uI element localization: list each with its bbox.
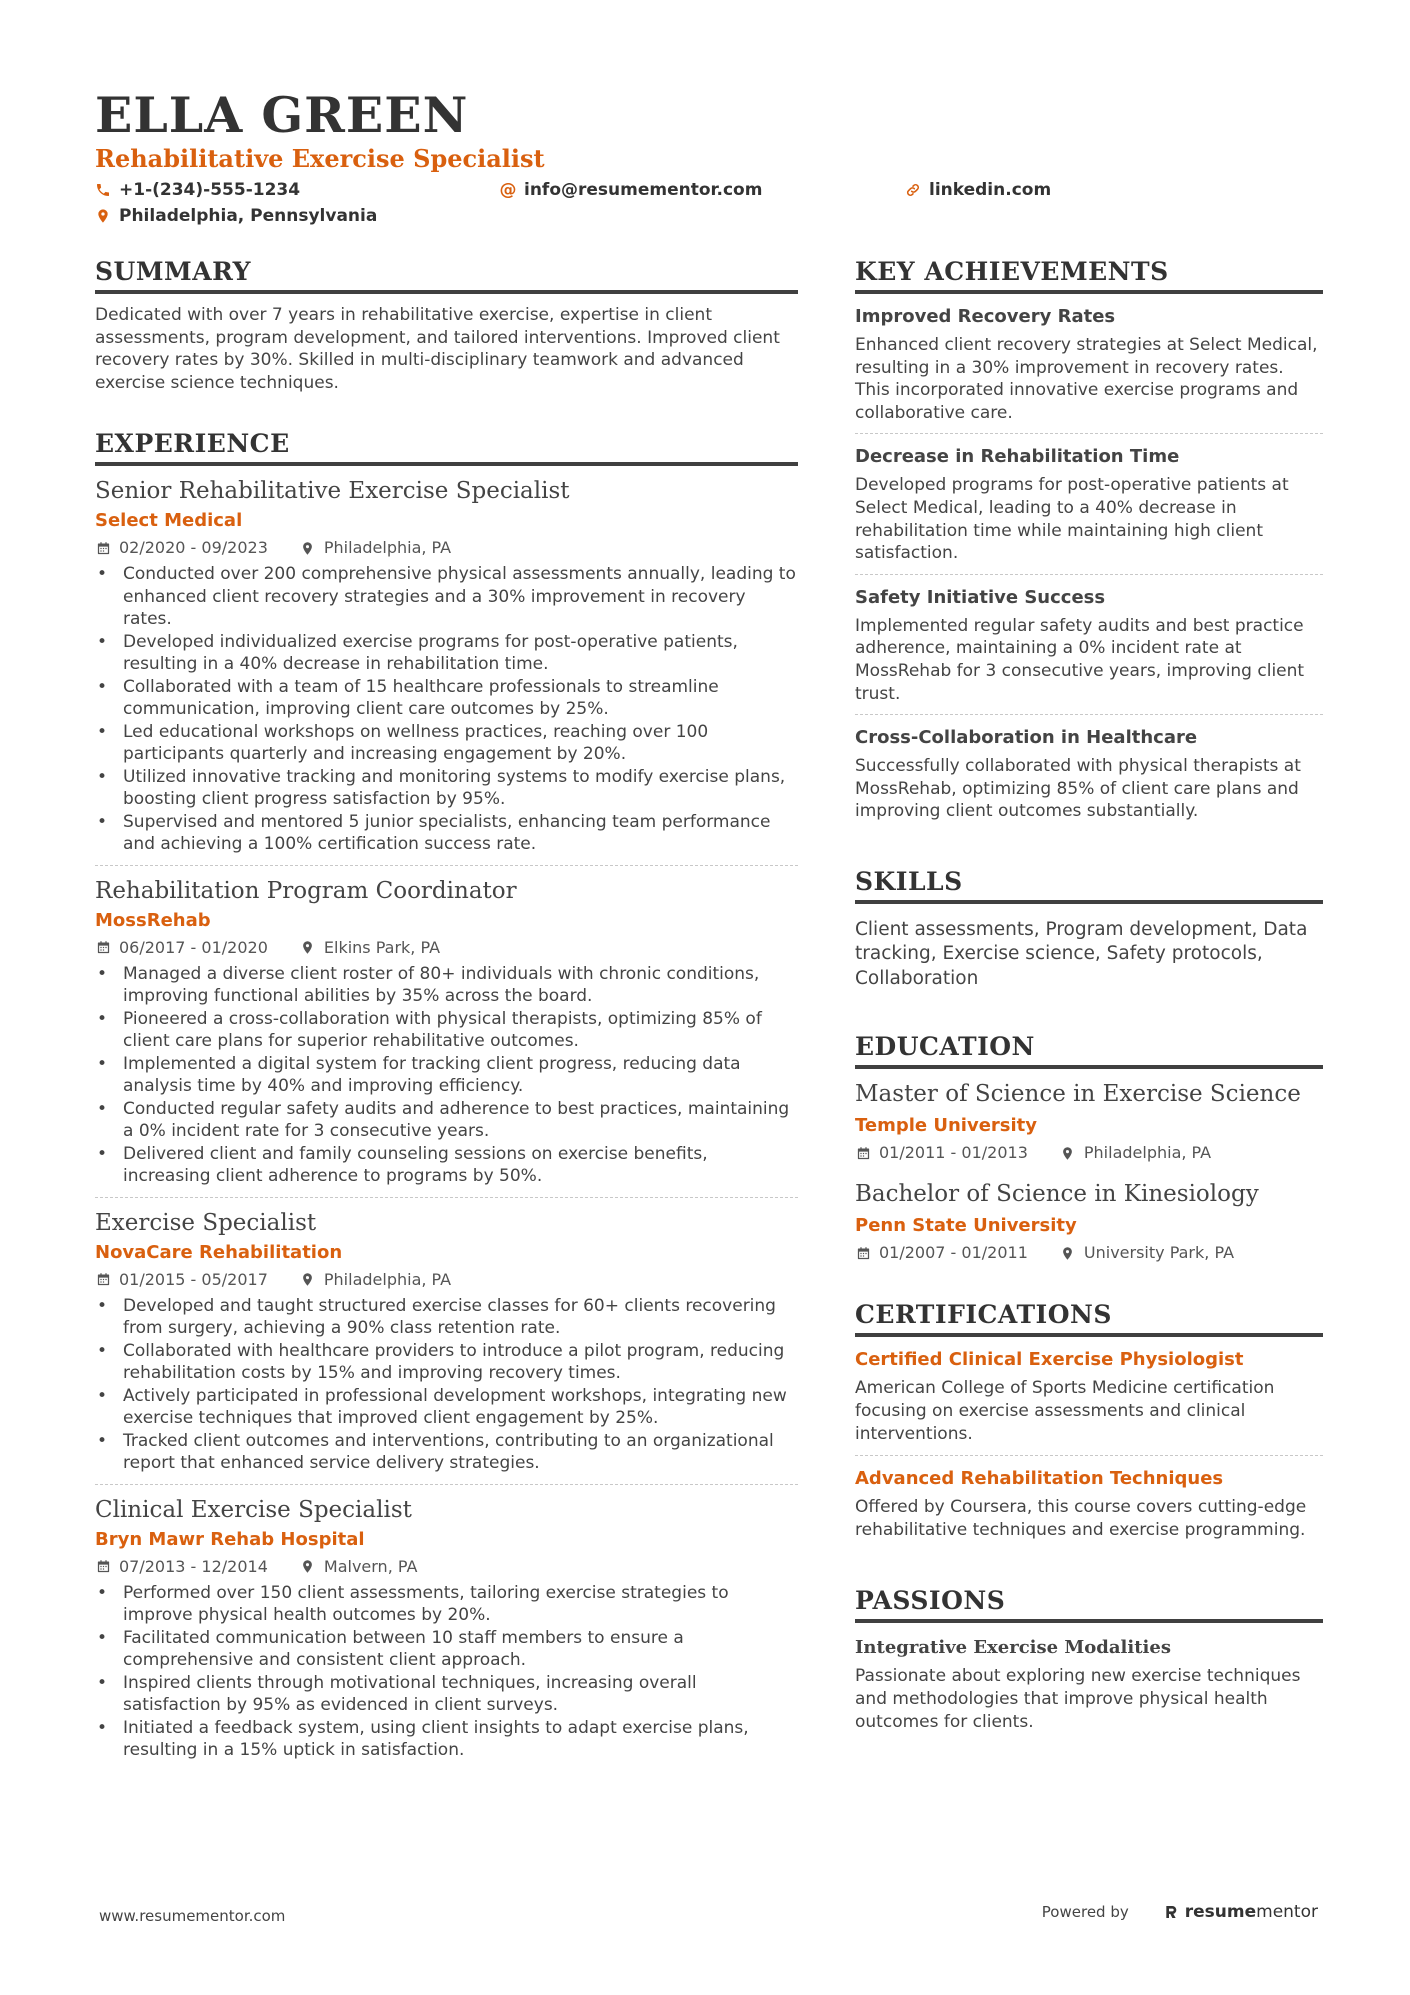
right-column (855, 256, 1323, 1767)
achievement-desc: Developed programs for post-operative patients at Select Medical, leading to a 40% decrease in rehabilitation time while maintaining high client satisfaction. (855, 475, 1289, 564)
education-location: University Park, PA (1083, 1243, 1235, 1263)
job-company: MossRehab (95, 909, 211, 931)
skills-heading: SKILLS (855, 866, 1323, 904)
location-pin-icon (1060, 1245, 1076, 1261)
education-school: Temple University (855, 1115, 1038, 1137)
certification-item (855, 1337, 1323, 1456)
job-bullets (95, 563, 798, 856)
powered-by-label: Powered by (1041, 1903, 1129, 1921)
certification-desc: Offered by Coursera, this course covers cutting-edge rehabilitative techniques and exercise programming. (855, 1497, 1307, 1540)
achievement-title: Cross-Collaboration in Healthcare (855, 727, 1198, 749)
footer-website[interactable]: www.resumementor.com (99, 1907, 286, 1925)
job-bullet: • Led educational workshops on wellness practices, reaching over 100 participants quarterly and increasing engagement by 20%. (95, 721, 798, 766)
education-school: Penn State University (855, 1215, 1077, 1237)
achievement-item (855, 294, 1323, 434)
experience-section (95, 428, 798, 1771)
job-bullet: • Delivered client and family counseling sessions on exercise benefits, increasing client adherence to programs by 50%. (95, 1143, 798, 1188)
email-text: info@resumementor.com (524, 180, 763, 200)
location-text: Philadelphia, Pennsylvania (119, 206, 378, 226)
calendar-icon (855, 1245, 871, 1261)
contact-row-1 (95, 180, 1325, 206)
passion-title: Integrative Exercise Modalities (855, 1637, 1171, 1659)
job-role: Rehabilitation Program Coordinator (95, 877, 517, 904)
achievements-heading: KEY ACHIEVEMENTS (855, 256, 1323, 294)
job-bullet: • Utilized innovative tracking and monitoring systems to modify exercise plans, boosting client progress satisfaction by 95%. (95, 766, 798, 811)
achievement-item (855, 575, 1323, 715)
passions-heading: PASSIONS (855, 1585, 1323, 1623)
certification-title: Certified Clinical Exercise Physiologist (855, 1349, 1244, 1371)
job-meta (95, 936, 798, 960)
job-bullet: • Managed a diverse client roster of 80+ individuals with chronic conditions, improving functional abilities by 35% across the board. (95, 963, 798, 1008)
job-bullet: • Developed individualized exercise programs for post-operative patients, resulting in a 40% decrease in rehabilitation time. (95, 631, 798, 676)
achievements-section (855, 256, 1323, 832)
candidate-name: ELLA GREEN (95, 86, 469, 144)
contact-location (95, 206, 377, 226)
location-pin-icon (300, 1559, 316, 1575)
summary-heading: SUMMARY (95, 256, 798, 294)
job-role: Exercise Specialist (95, 1209, 317, 1236)
brand-name-light: mentor (1256, 1902, 1318, 1922)
calendar-icon (95, 540, 111, 556)
education-dates: 01/2011 - 01/2013 (879, 1143, 1028, 1163)
summary-section (95, 256, 798, 394)
achievement-title: Improved Recovery Rates (855, 306, 1116, 327)
calendar-icon (95, 940, 111, 956)
contact-linkedin[interactable] (905, 180, 1051, 200)
education-heading: EDUCATION (855, 1031, 1323, 1069)
summary-text: Dedicated with over 7 years in rehabilitative exercise, expertise in client assessments, program development, and tailored interventions. Improved client recovery rates by 30%. Skilled in multi-disciplinary teamwork and advanced exercise science techniques. (95, 305, 780, 393)
job-bullet: • Pioneered a cross-collaboration with physical therapists, optimizing 85% of client care plans for superior rehabilitative outcomes. (95, 1008, 798, 1053)
certifications-section (855, 1299, 1323, 1551)
job-bullet: • Conducted over 200 comprehensive physical assessments annually, leading to enhanced client recovery strategies and a 30% improvement in recovery rates. (95, 563, 798, 631)
at-icon: @ (499, 180, 517, 200)
job-meta (95, 536, 798, 560)
linkedin-text: linkedin.com (929, 180, 1052, 200)
contact-email[interactable] (500, 180, 762, 200)
education-item (855, 1165, 1323, 1265)
job-bullet: • Inspired clients through motivational techniques, increasing overall satisfaction by 95% as evidenced in client surveys. (95, 1672, 798, 1717)
passion-desc: Passionate about exploring new exercise techniques and methodologies that improve physical health outcomes for clients. (855, 1666, 1301, 1732)
certifications-heading: CERTIFICATIONS (855, 1299, 1323, 1337)
job-bullets (95, 963, 798, 1188)
education-degree: Bachelor of Science in Kinesiology (855, 1181, 1259, 1208)
phone-icon (95, 182, 111, 198)
job-bullet: • Initiated a feedback system, using client insights to adapt exercise plans, resulting in a 15% uptick in satisfaction. (95, 1717, 798, 1762)
location-pin-icon (300, 940, 316, 956)
location-pin-icon (1060, 1145, 1076, 1161)
achievement-desc: Successfully collaborated with physical therapists at MossRehab, optimizing 85% of client care plans and improving client outcomes substantially. (855, 756, 1301, 822)
job-dates: 07/2013 - 12/2014 (119, 1556, 268, 1576)
education-degree: Master of Science in Exercise Science (855, 1081, 1301, 1108)
contact-phone[interactable] (95, 180, 300, 200)
job-entry (95, 1485, 798, 1771)
link-icon (905, 182, 921, 198)
calendar-icon (855, 1145, 871, 1161)
job-entry (95, 466, 798, 866)
brand-mark-icon (1163, 1904, 1179, 1920)
job-meta (95, 1555, 798, 1579)
job-dates: 01/2015 - 05/2017 (119, 1269, 268, 1289)
certification-item (855, 1456, 1323, 1551)
job-dates: 06/2017 - 01/2020 (119, 937, 268, 957)
job-bullet: • Collaborated with a team of 15 healthcare professionals to streamline communication, improving client care outcomes by 25%. (95, 676, 798, 721)
job-entry (95, 866, 798, 1198)
achievement-item (855, 715, 1323, 832)
job-company: Bryn Mawr Rehab Hospital (95, 1528, 365, 1550)
job-bullet: • Developed and taught structured exercise classes for 60+ clients recovering from surgery, achieving a 90% class retention rate. (95, 1295, 798, 1340)
phone-text: +1-(234)-555-1234 (119, 180, 301, 200)
education-meta (855, 1241, 1323, 1265)
achievement-title: Safety Initiative Success (855, 586, 1106, 608)
job-location: Elkins Park, PA (323, 937, 441, 957)
certification-title: Advanced Rehabilitation Techniques (855, 1468, 1224, 1490)
achievement-title: Decrease in Rehabilitation Time (855, 446, 1180, 468)
job-location: Philadelphia, PA (323, 1269, 452, 1289)
job-bullet: • Performed over 150 client assessments, tailoring exercise strategies to improve physical health outcomes by 20%. (95, 1582, 798, 1627)
brand-name-bold: resume (1184, 1902, 1257, 1922)
education-item (855, 1069, 1323, 1165)
skills-text: Client assessments, Program development, Data tracking, Exercise science, Safety protocols, Collaboration (855, 918, 1308, 989)
contact-row-2 (95, 206, 1325, 232)
education-location: Philadelphia, PA (1083, 1143, 1212, 1163)
job-location: Malvern, PA (323, 1556, 418, 1576)
location-pin-icon (300, 1272, 316, 1288)
experience-heading: EXPERIENCE (95, 428, 798, 466)
job-role: Clinical Exercise Specialist (95, 1496, 412, 1523)
left-column (95, 256, 798, 1771)
education-meta (855, 1141, 1323, 1165)
resume-header (95, 86, 1325, 232)
passions-section (855, 1585, 1323, 1733)
candidate-title: Rehabilitative Exercise Specialist (95, 144, 545, 173)
location-pin-icon (95, 208, 111, 224)
job-dates: 02/2020 - 09/2023 (119, 538, 268, 558)
job-bullet: • Facilitated communication between 10 staff members to ensure a comprehensive and consistent client approach. (95, 1627, 798, 1672)
location-pin-icon (300, 540, 316, 556)
job-bullet: • Implemented a digital system for tracking client progress, reducing data analysis time by 40% and improving efficiency. (95, 1053, 798, 1098)
job-bullet: • Tracked client outcomes and interventions, contributing to an organizational report that enhanced service delivery strategies. (95, 1430, 798, 1475)
job-location: Philadelphia, PA (323, 538, 452, 558)
brand-logo[interactable] (1163, 1902, 1318, 1922)
job-company: Select Medical (95, 510, 243, 532)
calendar-icon (95, 1559, 111, 1575)
education-section (855, 1031, 1323, 1265)
achievement-item (855, 434, 1323, 574)
job-bullet: • Conducted regular safety audits and adherence to best practices, maintaining a 0% incident rate for 3 consecutive years. (95, 1098, 798, 1143)
job-bullet: • Supervised and mentored 5 junior specialists, enhancing team performance and achieving a 100% certification success rate. (95, 811, 798, 856)
achievement-desc: Implemented regular safety audits and best practice adherence, maintaining a 0% incident rate at MossRehab for 3 consecutive years, improving client trust. (855, 615, 1305, 704)
job-role: Senior Rehabilitative Exercise Specialist (95, 478, 570, 505)
education-dates: 01/2007 - 01/2011 (879, 1243, 1028, 1263)
footer-branding (1042, 1902, 1318, 1922)
job-bullets (95, 1582, 798, 1762)
job-bullet: • Actively participated in professional development workshops, integrating new exercise techniques that improved client engagement by 25%. (95, 1385, 798, 1430)
skills-section (855, 866, 1323, 992)
job-company: NovaCare Rehabilitation (95, 1241, 343, 1263)
achievement-desc: Enhanced client recovery strategies at Select Medical, resulting in a 30% improvement in recovery rates. This incorporated innovative exercise programs and collaborative care. (855, 335, 1318, 423)
certification-desc: American College of Sports Medicine certification focusing on exercise assessments and clinical interventions. (855, 1378, 1275, 1444)
job-bullet: • Collaborated with healthcare providers to introduce a pilot program, reducing rehabilitation costs by 15% and improving recovery times. (95, 1340, 798, 1385)
job-entry (95, 1198, 798, 1485)
job-bullets (95, 1295, 798, 1475)
calendar-icon (95, 1272, 111, 1288)
job-meta (95, 1268, 798, 1292)
